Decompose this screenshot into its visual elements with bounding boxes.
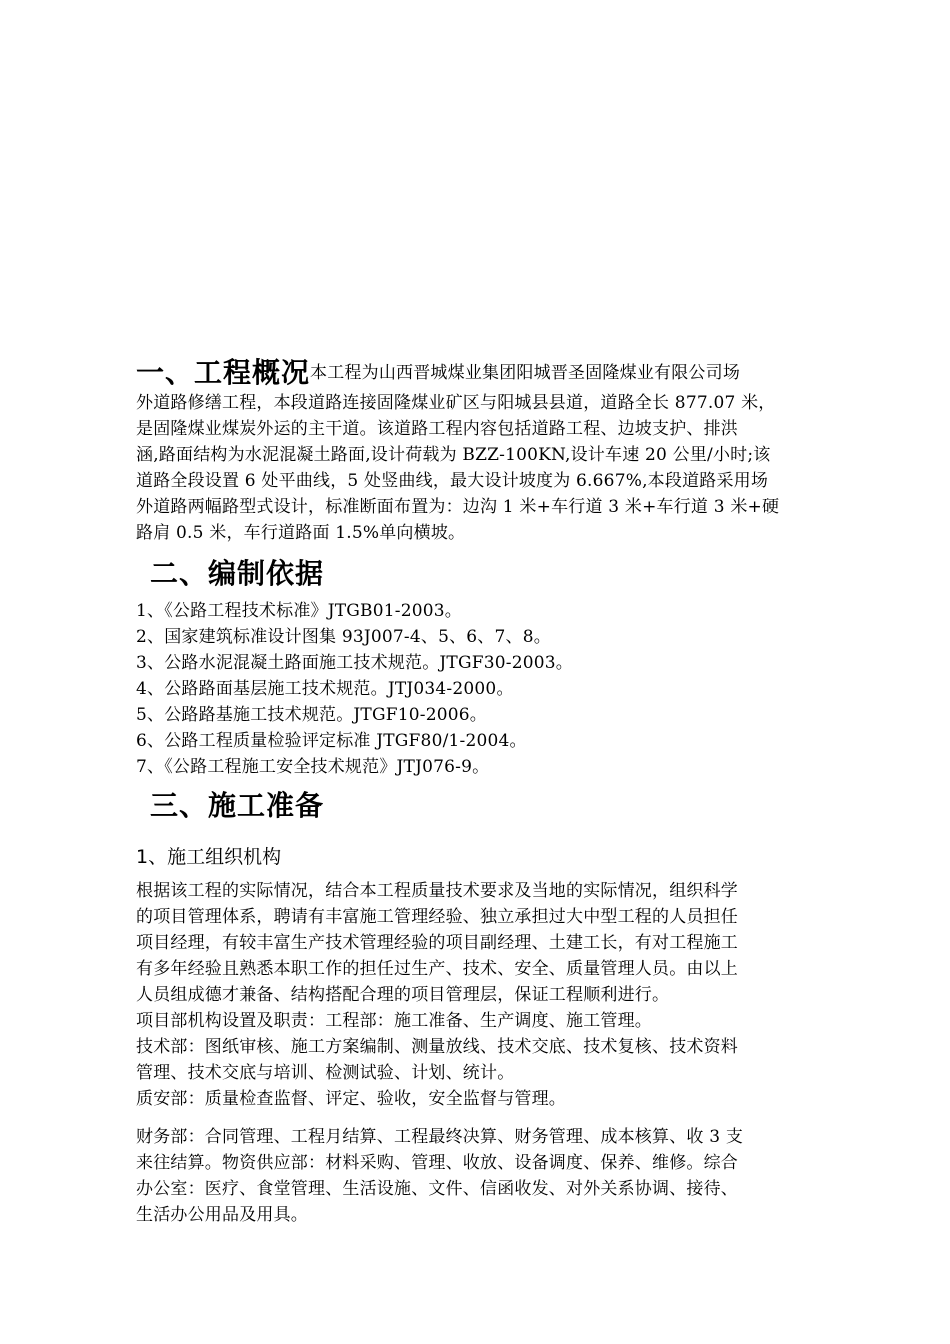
section-1-line: 道路全段设置 6 处平曲线，5 处竖曲线，最大设计坡度为 6.667%,本段道路采用场 — [136, 471, 769, 491]
reference-item: 4、公路路面基层施工技术规范。JTJ034-2000。 — [136, 679, 514, 699]
reference-item: 3、公路水泥混凝土路面施工技术规范。JTGF30-2003。 — [136, 653, 573, 673]
section-1-heading: 一、工程概况 — [136, 356, 311, 389]
section-2-heading: 二、编制依据 — [150, 557, 325, 590]
paragraph-line: 有多年经验且熟悉本职工作的担任过生产、技术、安全、质量管理人员。由以上 — [136, 959, 738, 979]
paragraph-line: 管理、技术交底与培训、检测试验、计划、统计。 — [136, 1063, 515, 1083]
section-1-line: 是固隆煤业煤炭外运的主干道。该道路工程内容包括道路工程、边坡支护、排洪 — [136, 419, 738, 439]
paragraph-line: 办公室：医疗、食堂管理、生活设施、文件、信函收发、对外关系协调、接待、 — [136, 1179, 738, 1199]
paragraph-line: 质安部：质量检查监督、评定、验收，安全监督与管理。 — [136, 1089, 566, 1109]
paragraph-line: 财务部：合同管理、工程月结算、工程最终决算、财务管理、成本核算、收 3 支 — [136, 1127, 744, 1147]
subsection-heading: 1、施工组织机构 — [136, 846, 282, 868]
section-1-line: 外道路修缮工程，本段道路连接固隆煤业矿区与阳城县县道，道路全长 877.07 米， — [136, 393, 776, 413]
section-1-line: 涵,路面结构为水泥混凝土路面,设计荷载为 BZZ-100KN,设计车速 20 公里/小时;该 — [136, 445, 771, 465]
paragraph-line: 项目部机构设置及职责：工程部：施工准备、生产调度、施工管理。 — [136, 1011, 652, 1031]
paragraph-line: 生活办公用品及用具。 — [136, 1205, 308, 1225]
paragraph-line: 项目经理，有较丰富生产技术管理经验的项目副经理、土建工长，有对工程施工 — [136, 933, 738, 953]
section-1-overview — [136, 356, 826, 546]
section-1-first-line — [136, 356, 826, 390]
paragraph-line: 技术部：图纸审核、施工方案编制、测量放线、技术交底、技术复核、技术资料 — [136, 1037, 738, 1057]
section-1-line: 路肩 0.5 米，车行道路面 1.5%单向横坡。 — [136, 523, 466, 543]
reference-list — [136, 598, 816, 780]
paragraph-line: 人员组成德才兼备、结构搭配合理的项目管理层，保证工程顺利进行。 — [136, 985, 670, 1005]
reference-item: 5、公路路基施工技术规范。JTGF10-2006。 — [136, 705, 487, 725]
paragraph-line: 来往结算。物资供应部：材料采购、管理、收放、设备调度、保养、维修。综合 — [136, 1153, 738, 1173]
section-1-line: 外道路两幅路型式设计，标准断面布置为：边沟 1 米+车行道 3 米+车行道 3 米+硬 — [136, 497, 780, 517]
reference-item: 2、国家建筑标准设计图集 93J007-4、5、6、7、8。 — [136, 627, 551, 647]
reference-item: 7、《公路工程施工安全技术规范》JTJ076-9。 — [136, 757, 490, 777]
paragraph-gap — [136, 1112, 826, 1124]
section-3-heading: 三、施工准备 — [150, 789, 325, 822]
reference-item: 6、公路工程质量检验评定标准 JTGF80/1-2004。 — [136, 731, 527, 751]
section-1-first-line-text: 本工程为山西晋城煤业集团阳城晋圣固隆煤业有限公司场 — [310, 363, 741, 383]
paragraph-line: 根据该工程的实际情况，结合本工程质量技术要求及当地的实际情况，组织科学 — [136, 881, 738, 901]
organization-paragraphs — [136, 878, 826, 1228]
paragraph-line: 的项目管理体系，聘请有丰富施工管理经验、独立承担过大中型工程的人员担任 — [136, 907, 738, 927]
reference-item: 1、《公路工程技术标准》JTGB01-2003。 — [136, 601, 462, 621]
